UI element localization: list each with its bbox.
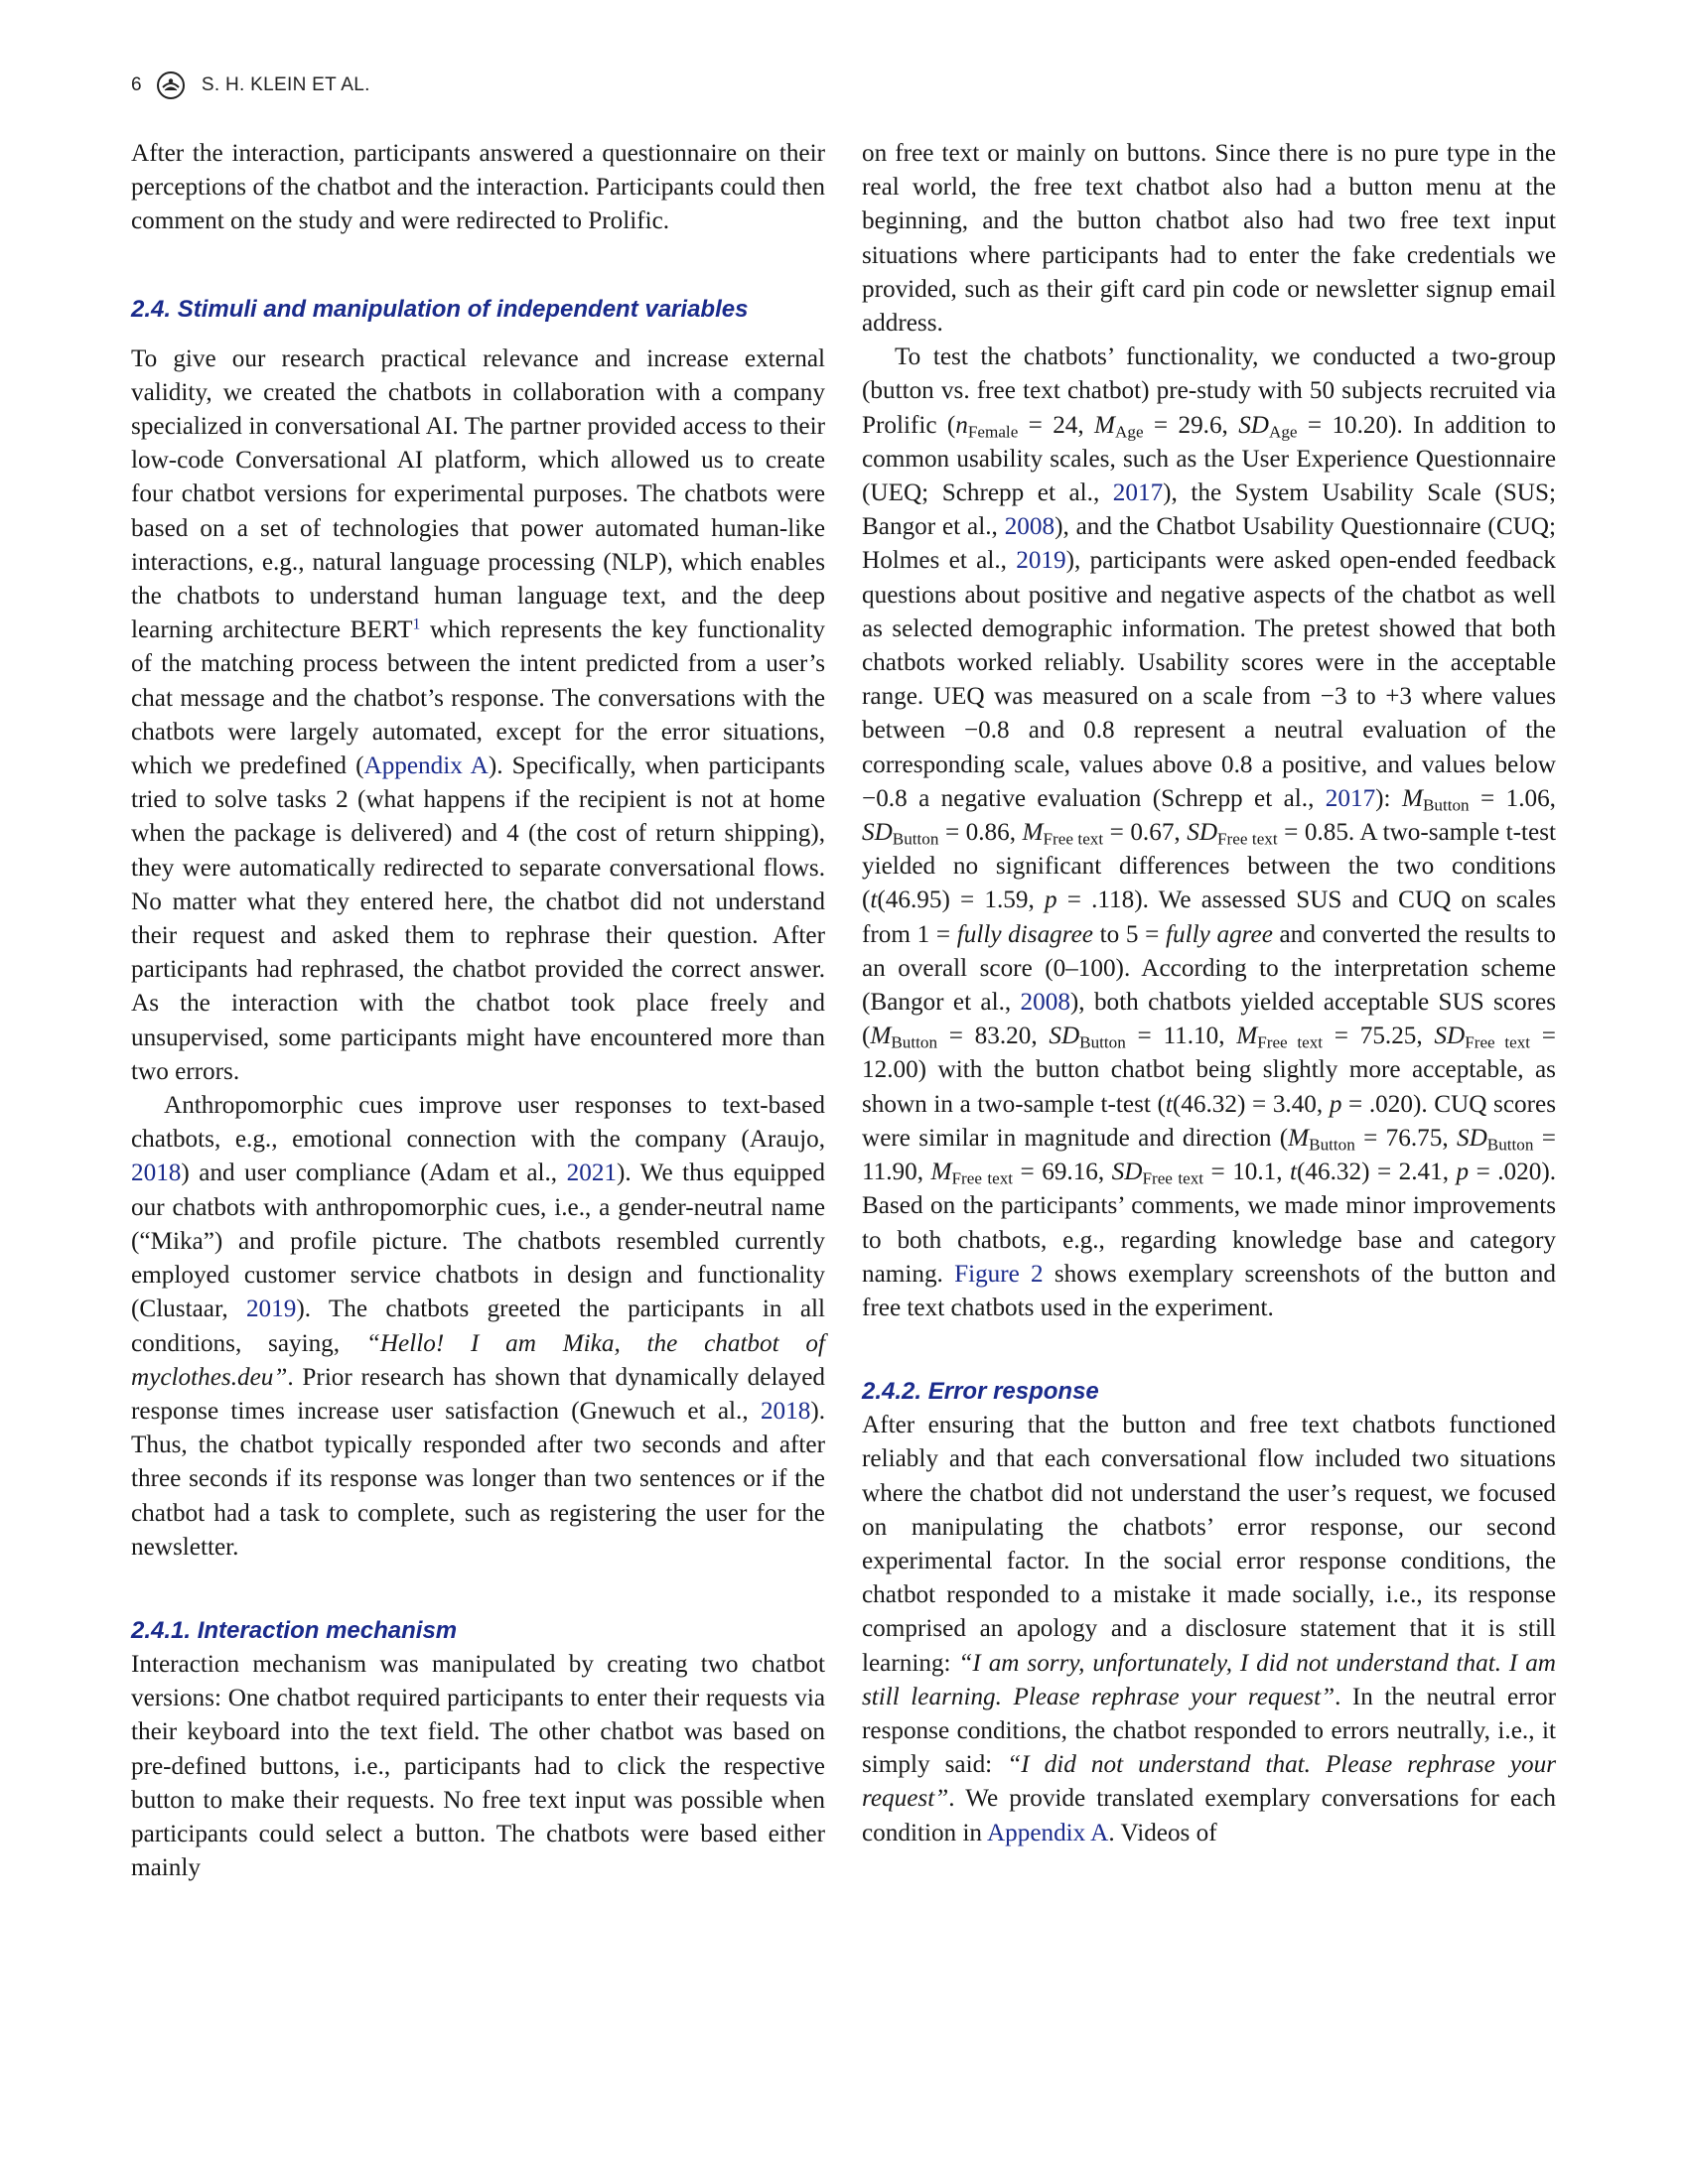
- citation-link[interactable]: 2008: [1004, 513, 1055, 541]
- running-head-authors: S. H. KLEIN ET AL.: [201, 74, 370, 95]
- citation-link[interactable]: 2008: [1020, 989, 1070, 1017]
- citation-link[interactable]: 2017: [1112, 479, 1164, 507]
- subsection-heading-interaction: 2.4.1. Interaction mechanism: [131, 1616, 458, 1644]
- running-head: [131, 69, 370, 101]
- citation-link[interactable]: 2018: [131, 1160, 182, 1187]
- subsection-heading-error: 2.4.2. Error response: [862, 1378, 1099, 1406]
- citation-link[interactable]: 2019: [1016, 547, 1066, 575]
- pretest-paragraph: To test the chatbots’ functionality, we conducted a two-group (button vs. free text chatbot) pre-study with 50 subjects recruited via Prolific ($n_{Female} = 24$, $M_{Age} = 29.6$, $SD_{Age} = 10.20$). In addition to common usability scales, such as the User Experience Questionnaire (UEQ; Schrepp et al., 2017), the System Usability Scale (SUS; Bangor et al., 2008), and the Chatbot Usability Questionnaire (CUQ; Holmes et al., 2019), participants were asked open-ended feedback questions about positive and negative aspects of the chatbot as well as selected demographic information. The pretest showed that both chatbots worked reliably. Usability scores were in the acceptable range. UEQ was measured on a scale from −3 to +3 where values between −0.8 and 0.8 represent a neutral evaluation of the corresponding scale, values above 0.8 a positive, and values below −0.8 a negative evaluation (Schrepp et al., 2017): $M_{Button} = 1.06$, $SD_{Button} = 0.86$, $M_{Free text} = 0.67$, $SD_{Free text} = 0.85$. A two-sample t-test yielded no significant differences between the two conditions (t(46.95) = 1.59, p = .118). We assessed SUS and CUQ on scales from 1 = fully disagree to 5 = fully agree and converted the results to an overall score (0–100). According to the interpretation scheme (Bangor et al., 2008), both chatbots yielded acceptable SUS scores ($M_{Button} = 83.20$, $SD_{Button} = 11.10$, $M_{Free text} = 75.25$, $SD_{Free text} = 12.00$) with the button chatbot being slightly more acceptable, as shown in a two-sample t-test (t(46.32) = 3.40, p = .020). CUQ scores were similar in magnitude and direction ($M_{Button} = 76.75$, $SD_{Button} = 11.90$, $M_{Free text} = 69.16$, $SD_{Free text} = 10.1$, t(46.32) = 2.41, p = .020). Based on the participants’ comments, we made minor improvements to both chatbots, e.g., regarding knowledge base and category naming. Figure 2 shows exemplary screenshots of the button and free text chatbots used in the experiment.: [862, 343, 1557, 1321]
- neutral-error-quote: “I did not understand that. Please rephrase your request”: [862, 1751, 1556, 1813]
- citation-link[interactable]: 2017: [1325, 784, 1376, 812]
- taylor-francis-logo-icon: [156, 70, 186, 100]
- anthropomorphic-paragraph: Anthropomorphic cues improve user responses to text-based chatbots, e.g., emotional connection with the company (Araujo, 2018) and user compliance (Adam et al., 2021). We thus equipped our chatbots with anthropomorphic cues, i.e., a gender-neutral name (“Mika”) and profile picture. The chatbots resembled currently employed customer service chatbots in design and functionality (Clustaar, 2019). The chatbots greeted the participants in all conditions, saying, “Hello! I am Mika, the chatbot of myclothes.deu”. Prior research has shown that dynamically delayed response times increase user satisfaction (Gnewuch et al., 2018). Thus, the chatbot typically responded after two seconds and after three seconds if its response was longer than two sentences or if the chatbot had a task to complete, such as registering the user for the newsletter.: [131, 1092, 825, 1561]
- citation-link[interactable]: 2021: [566, 1160, 617, 1187]
- citation-link[interactable]: 2019: [245, 1296, 297, 1323]
- appendix-link[interactable]: Appendix A: [986, 1819, 1109, 1846]
- footnote-marker[interactable]: 1: [412, 615, 421, 633]
- stimuli-paragraph: To give our research practical relevance and increase external validity, we created the chatbots in collaboration with a company specialized in conversational AI. The partner provided access to their low-code Conversational AI platform, which allowed us to create four chatbot versions for experimental purposes. The chatbots were based on a set of technologies that power automated human-like interactions, e.g., natural language processing (NLP), which enables the chatbots to understand human language text, and the deep learning architecture BERT$^1$ which represents the key functionality of the matching process between the intent predicted from a user’s chat message and the chatbot’s response. The conversations with the chatbots were largely automated, except for the error situations, which we predefined (Appendix A). Specifically, when participants tried to solve tasks 2 (what happens if the recipient is not at home when the package is delivered) and 4 (the cost of return shipping), they were automatically redirected to separate conversational flows. No matter what they entered here, the chatbot did not understand their request and asked them to rephrase their question. After participants had rephrased, the chatbot provided the correct answer. As the interaction with the chatbot took place freely and unsupervised, some participants might have encountered more than two errors.: [131, 344, 826, 1085]
- social-error-quote: “I am sorry, unfortunately, I did not understand that. I am still learning. Please rephrase your request”: [862, 1649, 1556, 1710]
- error-response-paragraph: After ensuring that the button and free text chatbots functioned reliably and that each conversational flow included two situations where the chatbot did not understand the user’s request, we focused on manipulating the chatbots’ error response, our second experimental factor. In the social error response conditions, the chatbot responded to a mistake it made socially, i.e., its response comprised an apology and a disclosure statement that it is still learning: “I am sorry, unfortunately, I did not understand that. I am still learning. Please rephrase your request”. In the neutral error response conditions, the chatbot responded to errors neutrally, i.e., it simply said: “I did not understand that. Please rephrase your request”. We provide translated exemplary conversations for each condition in Appendix A. Videos of: [862, 1412, 1556, 1846]
- appendix-link[interactable]: Appendix A: [363, 752, 489, 780]
- section-heading: 2.4. Stimuli and manipulation of independent variables: [131, 295, 749, 323]
- greeting-quote: “Hello! I am Mika, the chatbot of myclothes.deu”: [131, 1329, 825, 1391]
- citation-link[interactable]: 2018: [760, 1397, 811, 1425]
- figure-link[interactable]: Figure 2: [954, 1260, 1044, 1288]
- continued-paragraph: on free text or mainly on buttons. Since there is no pure type in the real world, the free text chatbot also had a button menu at the beginning, and the button chatbot also had two free text input situations where participants had to enter the fake credentials we provided, such as their gift card pin code or newsletter signup email address.: [862, 140, 1556, 338]
- left-column: [131, 137, 825, 1885]
- right-column: [862, 137, 1556, 1850]
- page-number: 6: [131, 74, 142, 95]
- intro-paragraph: After the interaction, participants answered a questionnaire on their perceptions of the chatbot and the interaction. Participants could then comment on the study and were redirected to Prolific.: [131, 140, 825, 235]
- interaction-paragraph: Interaction mechanism was manipulated by creating two chatbot versions: One chatbot required participants to enter their requests via their keyboard into the text field. The other chatbot was based on pre-defined buttons, i.e., participants had to click the respective button to make their requests. No free text input was possible when participants could select a button. The chatbots were based either mainly: [131, 1650, 825, 1882]
